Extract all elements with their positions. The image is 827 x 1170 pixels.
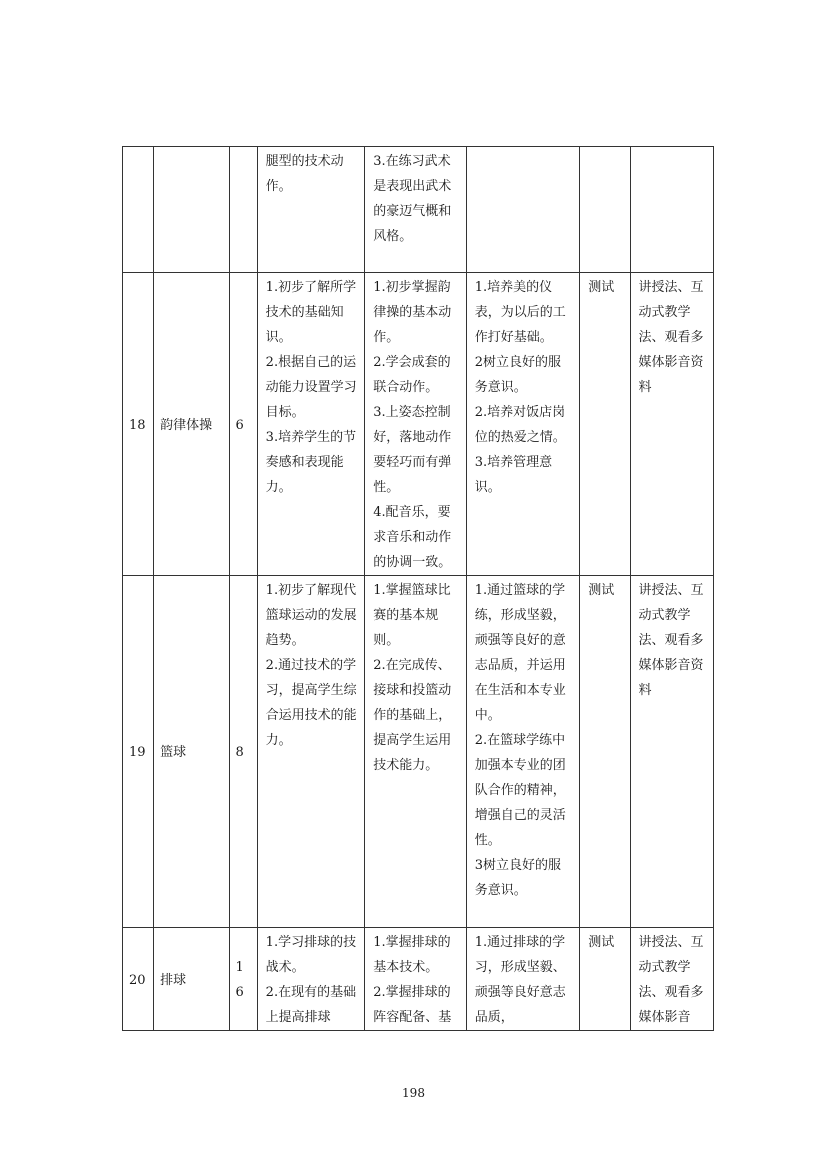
cell-line: 3.在练习武术是表现出武术的豪迈气概和风格。 (373, 154, 452, 244)
cell-line: 2树立良好的服务意识。 (474, 355, 561, 395)
cell-line: 3.培养学生的节奏感和表现能力。 (265, 430, 357, 495)
cell-c3 (466, 273, 580, 576)
cell-line: 2.根据自己的运动能力设置学习目标。 (265, 355, 357, 420)
cell-assess (580, 147, 630, 273)
cell-c3 (466, 147, 580, 273)
cell-line: 1.培养美的仪表，为以后的工作打好基础。 (474, 280, 566, 345)
cell-hours: 8 (229, 576, 257, 928)
cell-line: 3.上姿态控制好，落地动作要轻巧而有弹性。 (373, 405, 452, 495)
cell-c1 (257, 576, 365, 928)
cell-name (154, 147, 229, 273)
cell-name: 篮球 (154, 576, 229, 928)
cell-line: 1.通过篮球的学练，形成坚毅，顽强等良好的意志品质，并运用在生活和本专业中。 (474, 583, 566, 723)
cell-no: 19 (123, 576, 154, 928)
cell-method: 讲授法、互动式教学法、观看多媒体影音资料 (630, 273, 713, 576)
cell-line: 2.学会成套的联合动作。 (373, 355, 451, 395)
cell-line: 1.掌握排球的基本技术。 (373, 935, 451, 975)
cell-assess: 测试 (580, 928, 630, 1031)
cell-no (123, 147, 154, 273)
cell-line: 2.在现有的基础上提高排球 (265, 985, 357, 1025)
cell-c3 (466, 928, 580, 1031)
cell-line: 2.培养对饭店岗位的热爱之情。 (474, 405, 566, 445)
cell-no: 20 (123, 928, 154, 1031)
cell-line: 1.通过排球的学习，形成坚毅、顽强等良好意志品质， (474, 935, 566, 1025)
cell-line: 腿型的技术动作。 (265, 154, 344, 194)
cell-line: 1.初步掌握韵律操的基本动作。 (373, 280, 452, 345)
cell-c1 (257, 147, 365, 273)
cell-line: 3树立良好的服务意识。 (474, 858, 561, 898)
cell-no: 18 (123, 273, 154, 576)
cell-c1 (257, 928, 365, 1031)
cell-line: 1.掌握篮球比赛的基本规则。 (373, 583, 451, 648)
cell-line: 4.配音乐，要求音乐和动作的协调一致。 (373, 505, 452, 570)
cell-c2 (365, 928, 467, 1031)
cell-c2 (365, 147, 467, 273)
page-number: 198 (402, 1086, 425, 1100)
cell-hours: 6 (229, 273, 257, 576)
cell-c2 (365, 576, 467, 928)
cell-method: 讲授法、互动式教学法、观看多媒体影音资料 (630, 576, 713, 928)
cell-c3 (466, 576, 580, 928)
table-row (123, 147, 714, 273)
cell-c1 (257, 273, 365, 576)
cell-hours: 16 (229, 928, 257, 1031)
cell-method (630, 147, 713, 273)
cell-c2 (365, 273, 467, 576)
cell-line: 2.在篮球学练中加强本专业的团队合作的精神，增强自己的灵活性。 (474, 733, 566, 848)
cell-line: 1.学习排球的技战术。 (265, 935, 357, 975)
cell-assess: 测试 (580, 576, 630, 928)
table-row (123, 273, 714, 576)
cell-method: 讲授法、互动式教学法、观看多媒体影音 (630, 928, 713, 1031)
table-row (123, 928, 714, 1031)
cell-name: 韵律体操 (154, 273, 229, 576)
cell-line: 3.培养管理意识。 (474, 455, 553, 495)
cell-assess: 测试 (580, 273, 630, 576)
cell-name: 排球 (154, 928, 229, 1031)
course-table (122, 146, 714, 1031)
cell-line: 2.掌握排球的阵容配备、基 (373, 985, 452, 1025)
cell-line: 2.在完成传、接球和投篮动作的基础上，提高学生运用技术能力。 (373, 658, 452, 773)
cell-hours (229, 147, 257, 273)
cell-line: 2.通过技术的学习，提高学生综合运用技术的能力。 (265, 658, 357, 748)
table-row (123, 576, 714, 928)
cell-line: 1.初步了解所学技术的基础知识。 (265, 280, 357, 345)
cell-line: 1.初步了解现代篮球运动的发展趋势。 (265, 583, 357, 648)
